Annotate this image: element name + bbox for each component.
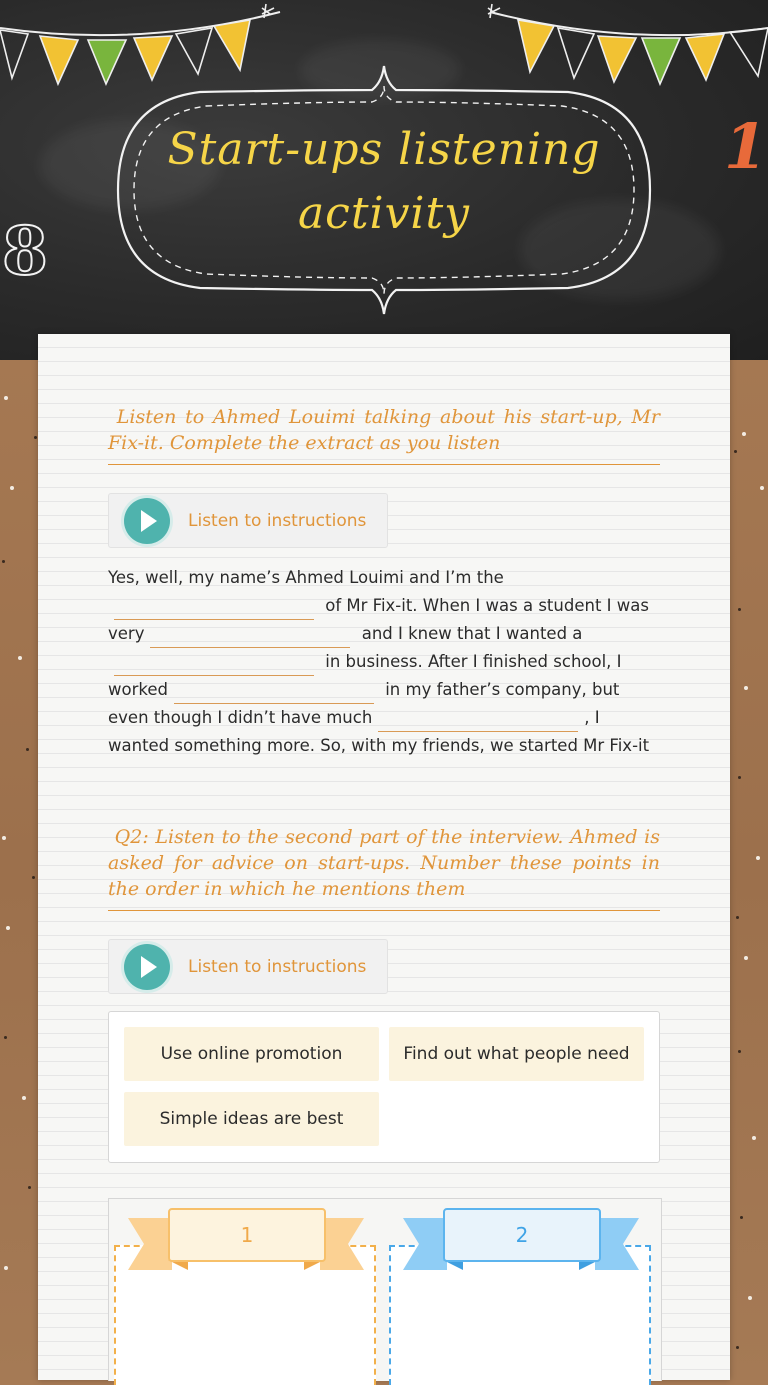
- blank-input-4[interactable]: [174, 683, 374, 704]
- audio-label: Listen to instructions: [188, 510, 367, 531]
- chalkboard-header: [0, 0, 768, 360]
- blank-input-2[interactable]: [150, 627, 350, 648]
- blank-input-3[interactable]: [114, 655, 314, 676]
- draggable-options-box: [108, 1011, 660, 1163]
- question1-passage: Yes, well, my name’s Ahmed Louimi and I’m the of Mr Fix-it. When I was a student I was very and I knew that I wanted a in business. After I finished school, I worked in my father’s company, but even though I didn’t have much , I wanted something more. So, with my friends, we started Mr Fix-it: [108, 568, 650, 755]
- question1-heading: Listen to Ahmed Louimi talking about his start-up, Mr Fix-it. Complete the extract as you listen: [108, 404, 660, 465]
- play-icon[interactable]: [124, 944, 170, 990]
- question2-heading: Q2: Listen to the second part of the interview. Ahmed is asked for advice on start-ups. Number these points in the order in which he mentions them: [108, 824, 660, 911]
- drop-target-2-label: 2: [443, 1208, 601, 1262]
- question2-audio-player[interactable]: [108, 939, 388, 994]
- blank-input-5[interactable]: [378, 711, 578, 732]
- number-eight-decoration: 8: [2, 212, 48, 290]
- question1-audio-player[interactable]: [108, 493, 388, 548]
- option-chip[interactable]: Simple ideas are best: [124, 1092, 379, 1146]
- option-chip[interactable]: Use online promotion: [124, 1027, 379, 1081]
- blank-input-1[interactable]: [114, 599, 314, 620]
- option-chip[interactable]: Find out what people need: [389, 1027, 644, 1081]
- page-title: Start-ups listening activity: [167, 124, 601, 239]
- drop-target-1-label: 1: [168, 1208, 326, 1262]
- audio-label: Listen to instructions: [188, 956, 367, 977]
- play-icon[interactable]: [124, 498, 170, 544]
- number-one-decoration: 1: [724, 110, 768, 183]
